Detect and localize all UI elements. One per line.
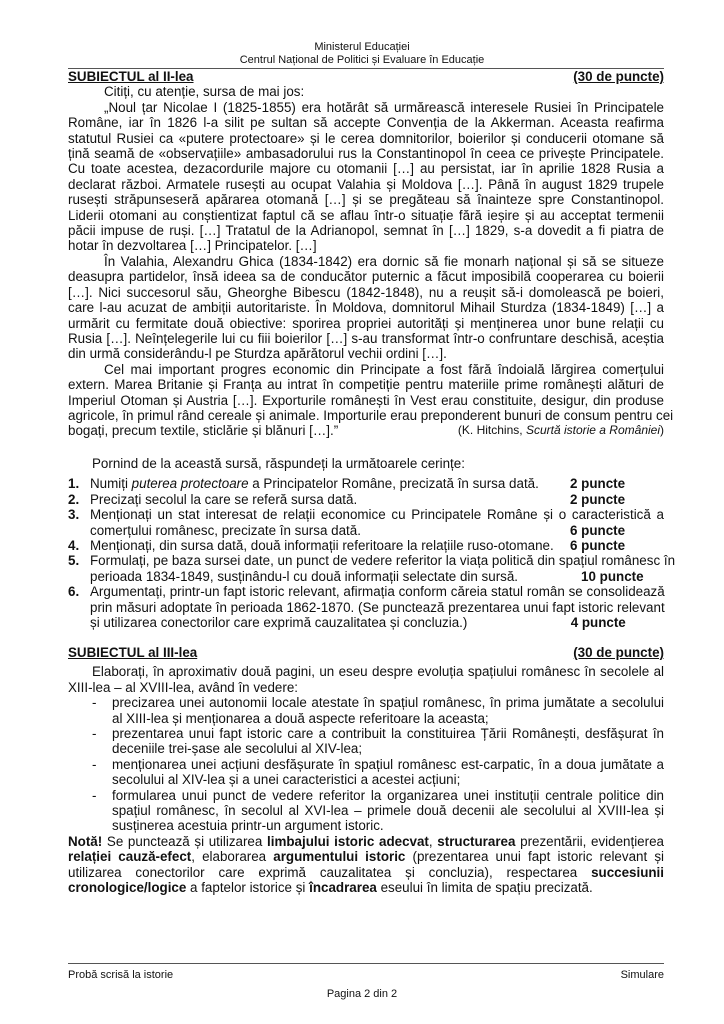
task-line-text <box>90 523 361 538</box>
source-line: din urmă considerându-l pe Sturdza apărătorul vechii ordini […]. <box>68 346 447 362</box>
task-number: 5. <box>68 553 80 569</box>
task-line-text <box>90 476 539 491</box>
bold-text: cronologice/logice <box>68 880 187 896</box>
citation-end: ) <box>660 423 664 438</box>
task-line-text <box>90 569 518 584</box>
subject-3-points: (30 de puncte) <box>573 645 664 660</box>
essay-requirement <box>68 788 664 834</box>
italic-text: puterea protectoare <box>131 476 249 492</box>
text-run: (prezentarea unui fapt istoric relevant și <box>405 849 664 865</box>
task-number: 6. <box>68 584 80 600</box>
source-line: bogați, precum textile, sticlărie și blănuri […].” (K. Hitchins, Scurtă istorie a României) <box>68 423 664 439</box>
text-run: Menționați un stat interesat de relații economice cu Principatele Române și o caracteristică a <box>90 507 664 523</box>
task-item <box>68 492 664 507</box>
bullet-dash: - <box>92 726 97 742</box>
text-run: eseului în limita de spațiu precizată. <box>376 880 593 896</box>
task-line <box>90 523 664 538</box>
source-line: […]. Nici succesorul său, Gheorghe Bibescu (1842-1848), nu a reușit să-i domolească pe boieri, <box>68 284 664 300</box>
tasks-list <box>68 476 676 631</box>
source-line: Rusia […]. Neînțelegerile lui cu fiii boierilor […] s-au transformat într-o confruntare deschisă, aceștia <box>68 330 664 346</box>
source-text <box>68 99 674 439</box>
subject-3-section <box>68 645 664 896</box>
text-run: prezentării, evidențierea <box>515 833 664 849</box>
source-line: urmărit cu fermitate două obiective: sporirea propriei autorități și menținerea unor bune relații cu <box>68 315 664 331</box>
bold-text: limbajului istoric adecvat <box>267 833 429 849</box>
task-points: 6 puncte <box>570 538 626 554</box>
task-item <box>68 584 664 630</box>
footer <box>68 969 664 981</box>
tasks-section <box>68 456 676 631</box>
bold-text: Notă! <box>68 833 103 849</box>
text-run: Formulați, pe baza sursei date, un punct de vedere referitor la viața politică din spațiul românesc în <box>90 553 676 569</box>
task-points: 6 puncte <box>570 522 626 538</box>
task-line <box>90 492 664 507</box>
task-points: 2 puncte <box>570 491 626 507</box>
requirement-text <box>112 757 664 788</box>
task-text <box>90 538 664 553</box>
task-points: 4 puncte <box>570 615 626 631</box>
source-paragraph <box>68 361 674 439</box>
source-line: În Valahia, Alexandru Ghica (1834-1842) era dornic să fie monarh național și să se situeze <box>104 253 664 269</box>
task-text <box>90 476 664 491</box>
note-line <box>68 880 664 895</box>
requirement-text <box>112 726 664 757</box>
text-run: perioada 1834-1849, susținându-l cu două informații selectate din sursă. <box>90 568 519 584</box>
footer-divider <box>68 963 664 964</box>
bullet-dash: - <box>92 695 97 711</box>
text-run: , elaborarea <box>191 849 274 865</box>
task-line-text <box>90 538 554 553</box>
page-number: Pagina 2 din 2 <box>326 988 398 1000</box>
task-item <box>68 476 664 491</box>
source-line: „Noul țar Nicolae I (1825-1855) era hotărât să urmărească interesele Rusiei în Principatele <box>104 99 664 115</box>
source-line: Cu toate acestea, dezacordurile majore cu otomanii […] au persistat, iar în aprilie 1828 Rusia a <box>68 161 664 177</box>
essay-instruction-line: Elaborați, în aproximativ două pagini, un eseu despre evoluția spațiului românesc în secolele al <box>92 664 664 680</box>
footer-exam-type: Simulare <box>620 969 664 981</box>
header-ministry: Ministerul Educației <box>314 41 410 53</box>
subject-2-points: (30 de puncte) <box>573 69 664 84</box>
requirement-line: al XIII-lea și menționarea a două aspecte referitoare la aceasta; <box>112 710 489 726</box>
source-line: extern. Marea Britanie și Franța au intrat în competiție pentru materiile prime românești alături de <box>68 377 664 393</box>
source-line: Liderii otomani au conștientizat faptul că se aflau într-o situație fără ieșire și au acceptat termenii <box>68 207 664 223</box>
essay-requirement <box>68 757 664 788</box>
source-paragraph <box>68 254 664 362</box>
source-line: care l-au acuzat de ambiții autoritariste. În Moldova, domnitorul Mihail Sturdza (1834-1849) […] a <box>68 300 664 316</box>
source-line: rusești străpunseseră apărarea otomană […] și se pregăteau să înainteze spre Constantinopol. <box>68 192 664 208</box>
bold-text: succesiunii <box>591 864 664 880</box>
task-line <box>90 476 664 491</box>
text-run: Precizați secolul la care se referă sursa dată. <box>90 491 358 507</box>
source-line: Române, iar în 1826 l-a silit pe sultan să accepte Convenția de la Akkerman. Aceasta reafirma <box>68 115 664 131</box>
requirement-line: prezentarea unui fapt istoric care a contribuit la constituirea Țării Românești, desfășurat în <box>112 726 664 742</box>
requirement-line: precizarea unei autonomii locale atestate în spațiul românesc, în prima jumătate a secolului <box>112 695 664 711</box>
bold-text: relației cauză-efect <box>68 849 192 865</box>
text-run: a faptelor istorice și <box>186 880 310 896</box>
task-line-text <box>90 615 467 630</box>
task-line <box>90 615 665 630</box>
task-text <box>90 507 664 538</box>
source-line: Imperiul Otoman și Austria […]. Exporturile românești în Vest erau constituite, desigur, din produse <box>68 392 664 408</box>
requirement-line: susținerea acestuia printr-un argument istoric. <box>112 818 384 834</box>
subject-2-heading <box>68 69 664 84</box>
task-number: 4. <box>68 538 80 554</box>
source-line: statutul Rusiei ca «putere protectoare» și le cerea domnitorilor, boierilor și conducerii otomane să <box>68 130 664 146</box>
task-line <box>90 507 664 522</box>
note-line <box>68 849 664 864</box>
text-run: Menționați, din sursa dată, două informații referitoare la relațiile ruso-otomane. <box>90 538 554 554</box>
text-run: prin măsuri adoptate în perioada 1862-1870. (Se punctează prezentarea unui fapt istoric relevant <box>90 599 665 615</box>
text-run: comerțului românesc, precizate în sursa dată. <box>90 522 361 538</box>
footer-exam-name: Probă scrisă la istorie <box>68 969 174 981</box>
reading-instruction: Citiți, cu atenție, sursa de mai jos: <box>104 84 305 100</box>
essay-requirements <box>68 695 664 834</box>
text-run: Argumentați, printr-un fapt istoric relevant, afirmația conform căreia statul român se consolidează <box>90 584 665 600</box>
task-line-text <box>90 492 357 507</box>
source-paragraph <box>68 100 664 254</box>
requirement-line: deceniile trei-șase ale secolului al XIV-lea; <box>112 741 363 757</box>
bullet-dash: - <box>92 756 97 772</box>
subject-3-title: SUBIECTUL al III-lea <box>68 645 198 660</box>
text-run: , <box>428 833 438 849</box>
note-line <box>68 834 664 849</box>
source-line: declarat război. Armatele rusești au ocupat Valahia și Moldova […]. Până în august 1829 trupele <box>68 176 664 192</box>
source-line: deasupra partidelor, însă ideea sa de conducător puternic a făcut imposibilă cooperarea cu boierii <box>68 269 664 285</box>
task-item <box>68 553 676 584</box>
task-number: 2. <box>68 491 80 507</box>
essay-instruction <box>68 664 664 695</box>
subject-2-section <box>68 69 674 439</box>
task-line <box>90 553 675 568</box>
text-run: Se punctează și utilizarea <box>102 833 267 849</box>
subject-2-title: SUBIECTUL al II-lea <box>68 69 194 84</box>
grading-note <box>68 834 664 896</box>
essay-requirement <box>68 726 664 757</box>
bold-text: argumentului istoric <box>273 849 406 865</box>
bullet-dash: - <box>92 787 97 803</box>
task-points: 10 puncte <box>581 568 644 584</box>
source-line: hotar în dezvoltarea […] Principatelor. […] <box>68 238 317 254</box>
text-run: Numiți <box>90 476 132 492</box>
task-item <box>68 538 664 553</box>
task-item <box>68 507 664 538</box>
task-line <box>90 538 664 553</box>
requirement-line: menționarea unei acțiuni desfășurate în spațiul românesc est-carpatic, în a doua jumătate a <box>112 756 664 772</box>
requirement-line: secolului al XIV-lea și a unei caracteristici a acestei acțiuni; <box>112 772 461 788</box>
text-run: utilizarea conectorilor care exprimă cauzalitatea și concluzia), respectarea <box>68 864 592 880</box>
source-line: păcii impuse de ruși. […] Tratatul de la Adrianopol, semnat în […] 1829, s-a dovedit a fi piatra de <box>68 223 664 239</box>
task-text <box>90 492 664 507</box>
task-line <box>90 600 665 615</box>
task-line <box>90 584 665 599</box>
citation-author: (K. Hitchins, <box>457 423 526 438</box>
requirement-line: formularea unui punct de vedere referitor la organizarea unei instituții centrale politice din <box>112 787 664 803</box>
task-text <box>90 584 665 630</box>
source-line: Cel mai important progres economic din Principate a fost fără îndoială lărgirea comerțului <box>104 361 664 377</box>
source-citation <box>458 423 664 438</box>
requirement-text <box>112 695 664 726</box>
subject-3-heading <box>68 645 664 660</box>
essay-requirement <box>68 695 664 726</box>
header-center: Centrul Național de Politici și Evaluare în Educație <box>239 54 485 66</box>
task-points: 2 puncte <box>570 476 626 492</box>
essay-instruction-line: XIII-lea – al XVIII-lea, având în vedere: <box>68 679 299 695</box>
requirement-line: spațiul românesc, în secolul al XVI-lea – primele două decenii ale secolului al XVIII-lea și <box>112 803 664 819</box>
citation-title: Scurtă istorie a României <box>525 423 660 438</box>
source-line: țină seamă de «observațiile» ambasadorului rus la Constantinopol în ceea ce privește Principatele. <box>68 146 664 162</box>
task-line <box>90 569 675 584</box>
note-line <box>68 865 664 880</box>
bold-text: structurarea <box>437 833 516 849</box>
task-text <box>90 553 675 584</box>
task-number: 3. <box>68 507 80 523</box>
text-run: și utilizarea conectorilor care exprimă cauzalitatea și concluzia.) <box>90 615 468 631</box>
bold-text: încadrarea <box>309 880 377 896</box>
task-number: 1. <box>68 476 80 492</box>
tasks-intro: Pornind de la această sursă, răspundeți la următoarele cerințe: <box>92 456 465 471</box>
requirement-text <box>112 788 664 834</box>
text-run: a Principatelor Române, precizată în sursa dată. <box>248 476 539 492</box>
source-line: agricole, în primul rând cereale și animale. Importurile erau preponderent bunuri de consum pentru cei <box>68 407 674 423</box>
